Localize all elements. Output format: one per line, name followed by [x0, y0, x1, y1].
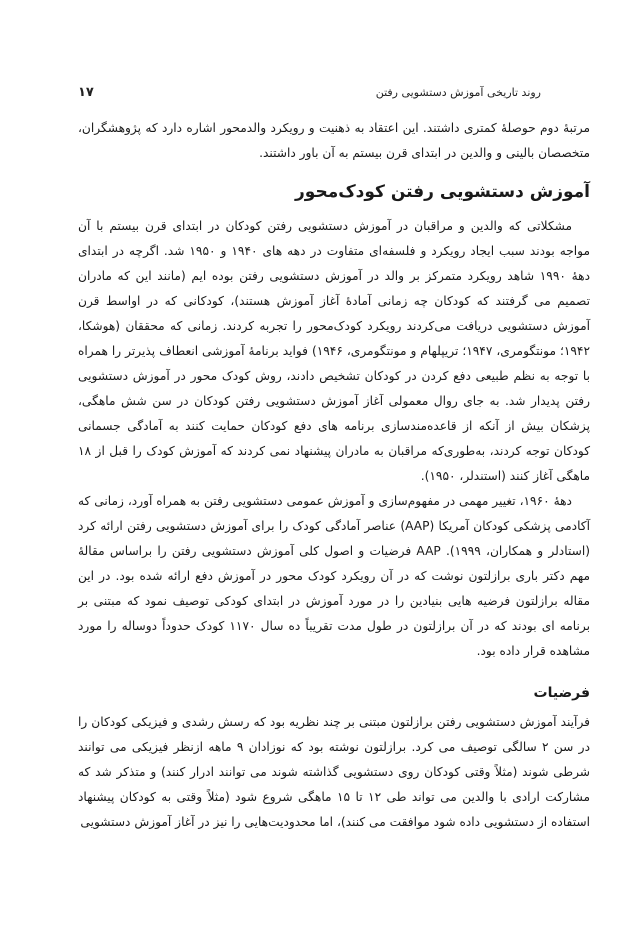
intro-paragraph: مرتبهٔ دوم حوصلهٔ کمتری داشتند. این اعتقاد به ذهنیت و رویکرد والدمحور اشاره دارد که پژوهشگران، متخصصان بالینی و والدین در ابتدای قرن بیستم به آن باور داشتند.: [78, 121, 590, 160]
section-paragraph-1: مشکلاتی که والدین و مراقبان در آموزش دستشویی رفتن کودکان در ابتدای قرن بیستم با آن مواجه بودند سبب ایجاد رویکرد و فلسفه‌ای متفاوت در دهه های ۱۹۴۰ و ۱۹۵۰ شد. اگرچه در ابتدای دههٔ ۱۹۹۰ شاهد رویکرد متمرکز بر والد در آموزش دستشویی رفتن بوده ایم (مانند این که مادران تصمیم می گرفتند که کودکان چه زمانی آمادهٔ آغاز آموزش هستند)، کودکانی که در اواسط قرن آموزش دستشویی دریافت می‌کردند رویکرد کودک‌محور را تجربه کردند. زمانی که محققان (هوشکا، ۱۹۴۲؛ مونتگومری، ۱۹۴۷؛ تریپلهام و مونتگومری، ۱۹۴۶) فواید برنامهٔ آموزشی انعطاف پذیرتر را همراه با توجه به نظم طبیعی دفع کردن در کودکان تشخیص دادند، روش کودک محور در آموزش دستشویی رفتن پدیدار شد. به جای روال معمولی آغاز آموزش دستشویی رفتن کودکان در سن شش ماهگی، پزشکان بیش از آنکه از قاعده‌مندسازی برنامه های دفع کودکان حمایت کنند به آمادگی جسمانی کودکان توجه کردند، به‌طوری‌که مراقبان به مادران پیشنهاد نمی کردند که آموزش کودک را قبل از ۱۸ ماهگی آغاز کنند (استندلر، ۱۹۵۰).: [78, 219, 591, 483]
page-body: [78, 116, 590, 835]
subsection-paragraph: فرآیند آموزش دستشویی رفتن برازلتون مبتنی بر چند نظریه بود که رسش رشدی و فیزیکی کودکان را در سن ۲ سالگی توصیف می کرد. برازلتون نوشته بود که نوزادان ۹ ماهه ازنظر فیزیکی می توانند شرطی شوند (مثلاً وقتی کودکان روی دستشویی گذاشته شوند می توانند ادرار کنند) و متذکر شد که مشارکت ارادی با والدین می تواند طی ۱۲ تا ۱۵ ماهگی شروع شود (مثلاً وقتی به کودکان پیشنهاد استفاده از دستشویی داده شود موافقت می کنند)، اما محدودیت‌هایی را نیز در آغاز آموزش دستشویی: [78, 715, 591, 829]
section-heading: آموزش دستشویی رفتن کودک‌محور: [295, 182, 590, 202]
running-header-title: روند تاریخی آموزش دستشویی رفتن: [375, 85, 541, 99]
running-header: [78, 82, 541, 102]
section-paragraph-2: دههٔ ۱۹۶۰، تغییر مهمی در مفهوم‌سازی و آموزش عمومی دستشویی رفتن به همراه آورد، زمانی که آکادمی پزشکی کودکان آمریکا (AAP) عناصر آمادگی کودک را برای آموزش دستشویی رفتن ارائه کرد (استادلر و همکاران، ۱۹۹۹). AAP فرضیات و اصول کلی آموزش دستشویی رفتن را براساس مقالهٔ مهم دکتر باری برازلتون نوشت که در آن رویکرد کودک محور در آموزش دفع ارائه شده بود. در این مقاله برازلتون فرضیه هایی بنیادین را در مورد آموزش در ابتدای کودکی توصیف نمود که مبتنی بر برنامه ای بودند که در آن برازلتون در طول مدت تقریباً ده سال ۱۱۷۰ کودک حدوداً دوساله را مورد مشاهده قرار داده بود.: [78, 494, 590, 658]
subsection-heading: فرضیات: [533, 685, 590, 701]
page-number: ۱۷: [78, 84, 94, 100]
